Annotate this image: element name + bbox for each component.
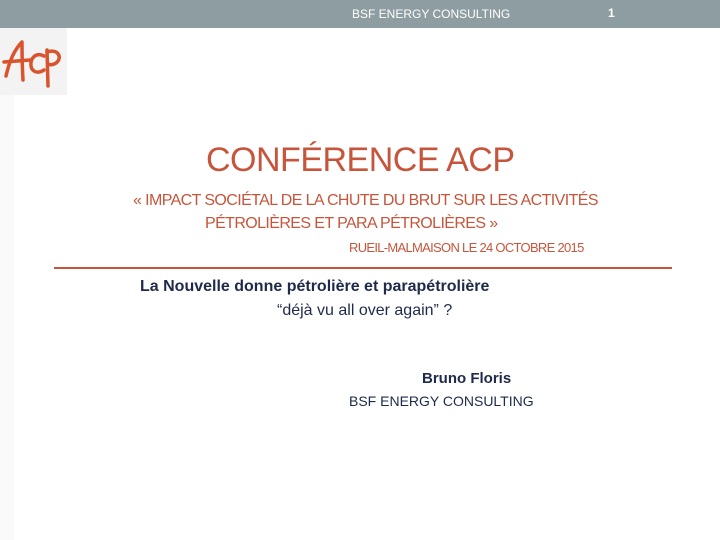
left-margin-strip (0, 95, 14, 540)
acp-logo (0, 28, 67, 95)
subtitle-line-2: PÉTROLIÈRES ET PARA PÉTROLIÈRES » (205, 215, 498, 232)
location-date: RUEIL-MALMAISON LE 24 OCTOBRE 2015 (349, 240, 584, 255)
page-number: 1 (608, 6, 615, 20)
subtitle-line-1: « IMPACT SOCIÉTAL DE LA CHUTE DU BRUT SUR LES ACTIVITÉS (133, 192, 598, 209)
slide-title: CONFÉRENCE ACP (206, 141, 515, 179)
author-company: BSF ENERGY CONSULTING (349, 393, 534, 409)
acp-logo-icon (0, 28, 67, 95)
header-bar (0, 0, 720, 28)
headline: La Nouvelle donne pétrolière et parapétrolière (140, 278, 490, 295)
tagline: “déjà vu all over again” ? (277, 302, 453, 319)
header-company: BSF ENERGY CONSULTING (352, 7, 511, 21)
title-divider (54, 267, 672, 269)
author-name: Bruno Floris (422, 370, 512, 387)
